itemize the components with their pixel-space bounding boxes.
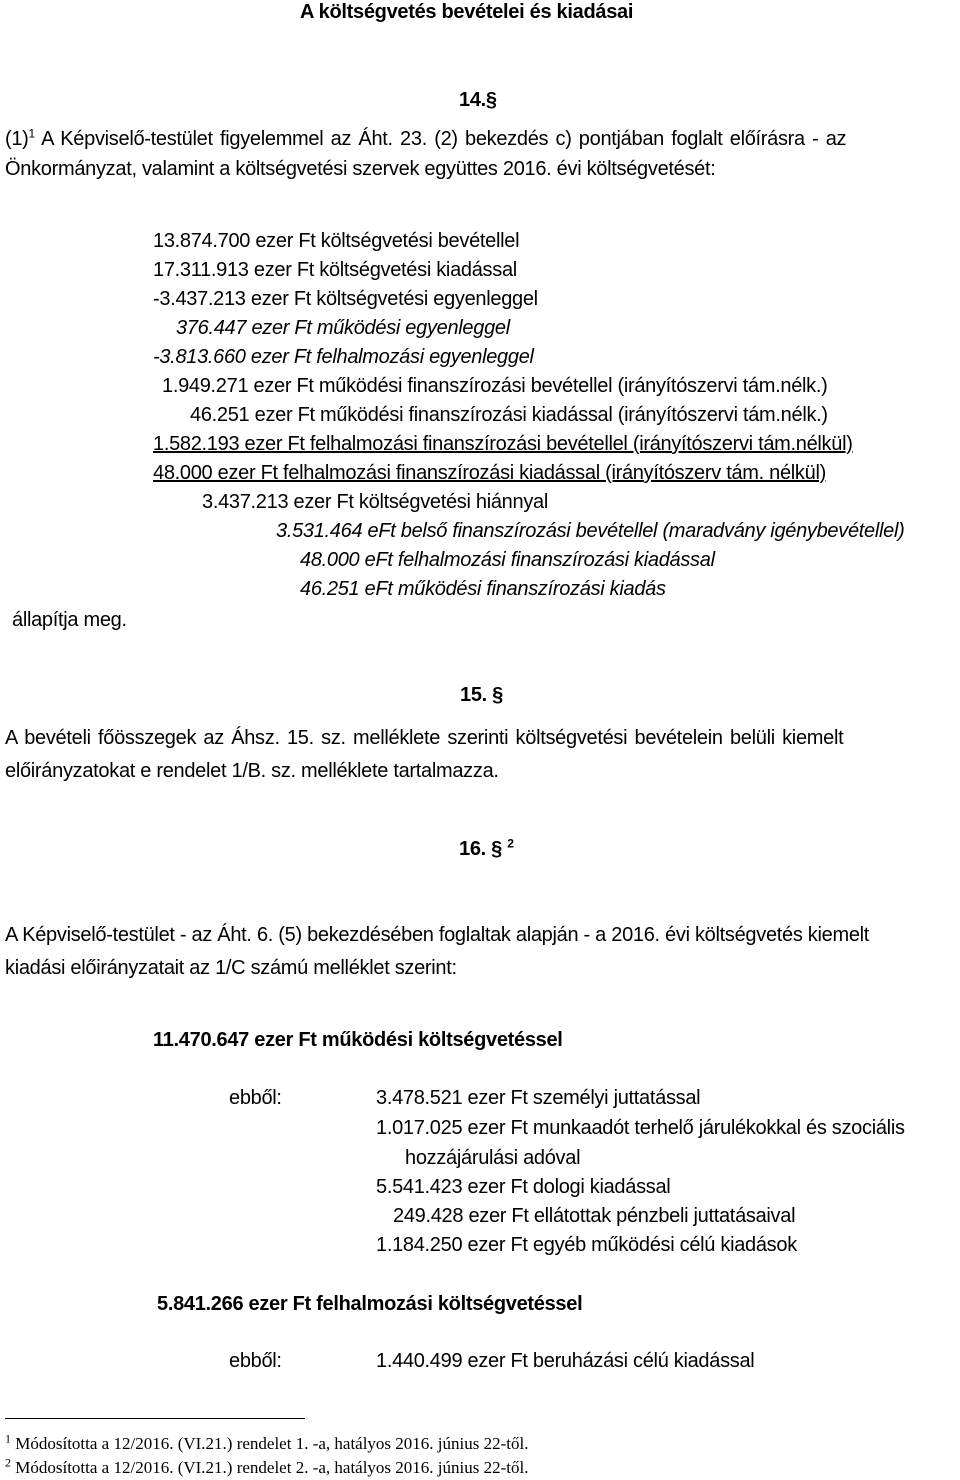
section-14-paragraph-line2: Önkormányzat, valamint a költségvetési szervek együttes 2016. évi költségvetését: (5, 158, 716, 180)
operating-budget-total: 11.470.647 ezer Ft működési költségvetéssel (153, 1029, 563, 1051)
of-which-label: ebből: (229, 1350, 282, 1372)
section-16-heading: 16. § $^2$ (459, 836, 514, 860)
footnote-divider (5, 1418, 305, 1419)
budget-item: 17.311.913 ezer Ft költségvetési kiadással (153, 259, 517, 281)
budget-item: 46.251 ezer Ft működési finanszírozási kiadással (irányítószervi tám.nélk.) (190, 404, 828, 426)
budget-item: -3.813.660 ezer Ft felhalmozási egyenleggel (153, 346, 534, 368)
section-14-closing: állapítja meg. (12, 609, 127, 631)
expense-item: 249.428 ezer Ft ellátottak pénzbeli juttatásaival (393, 1205, 796, 1227)
expense-item: 1.017.025 ezer Ft munkaadót terhelő járulékokkal és szociális (376, 1117, 905, 1139)
section-14-paragraph-line1: $(1)^1$ A Képviselő-testület figyelemmel az Áht. 23. (2) bekezdés c) pontjában foglalt előírásra - az (5, 126, 847, 150)
budget-item: 46.251 eFt működési finanszírozási kiadás (300, 578, 666, 600)
section-15-heading: 15. § (460, 684, 503, 706)
expense-item: 1.184.250 ezer Ft egyéb működési célú kiadások (376, 1234, 797, 1256)
section-16-line2: kiadási előirányzatait az 1/C számú melléklet szerint: (5, 957, 457, 979)
budget-item: 3.437.213 ezer Ft költségvetési hiánnyal (202, 491, 548, 513)
section-14-heading: 14.§ (459, 89, 497, 111)
budget-item: 3.531.464 eFt belső finanszírozási bevétellel (maradvány igénybevétellel) (276, 520, 905, 542)
budget-item: 376.447 ezer Ft működési egyenleggel (176, 317, 510, 339)
section-sign-icon: § (485, 89, 497, 111)
expense-item-continuation: hozzájárulási adóval (405, 1147, 581, 1169)
page-title: A költségvetés bevételei és kiadásai (300, 1, 634, 23)
footnote-ref-1[interactable]: 1 (28, 126, 35, 141)
section-sign-icon: § (492, 684, 503, 706)
footnote-1: $^1$ Módosította a 12/2016. (VI.21.) rendelet 1. -a, hatályos 2016. június 22-től. (5, 1431, 529, 1453)
budget-item: 13.874.700 ezer Ft költségvetési bevétellel (153, 230, 520, 252)
section-15-line2: előirányzatokat e rendelet 1/B. sz. melléklete tartalmazza. (5, 760, 499, 782)
footnote-2: $^2$ Módosította a 12/2016. (VI.21.) rendelet 2. -a, hatályos 2016. június 22-től. (5, 1455, 529, 1477)
expense-item: 1.440.499 ezer Ft beruházási célú kiadással (376, 1350, 755, 1372)
section-sign-icon: § (491, 838, 502, 860)
budget-item: 48.000 eFt felhalmozási finanszírozási kiadással (300, 549, 715, 571)
of-which-label: ebből: (229, 1087, 282, 1109)
budget-item: 1.949.271 ezer Ft működési finanszírozási bevétellel (irányítószervi tám.nélk.) (162, 375, 828, 397)
budget-item: -3.437.213 ezer Ft költségvetési egyenleggel (153, 288, 538, 310)
section-16-line1: A Képviselő-testület - az Áht. 6. (5) bekezdésében foglaltak alapján - a 2016. évi költségvetés kiemelt (5, 924, 870, 946)
expense-item: 3.478.521 ezer Ft személyi juttatással (376, 1087, 701, 1109)
capital-budget-total: 5.841.266 ezer Ft felhalmozási költségvetéssel (157, 1293, 583, 1315)
footnote-ref-2[interactable]: 2 (507, 836, 514, 851)
budget-item: 48.000 ezer Ft felhalmozási finanszírozási kiadással (irányítószerv tám. nélkül) (153, 462, 826, 484)
section-15-line1: A bevételi főösszegek az Áhsz. 15. sz. melléklete szerinti költségvetési bevételein belüli kiemelt (5, 727, 844, 749)
budget-item: 1.582.193 ezer Ft felhalmozási finanszírozási bevétellel (irányítószervi tám.nélkül) (153, 433, 853, 455)
expense-item: 5.541.423 ezer Ft dologi kiadással (376, 1176, 671, 1198)
